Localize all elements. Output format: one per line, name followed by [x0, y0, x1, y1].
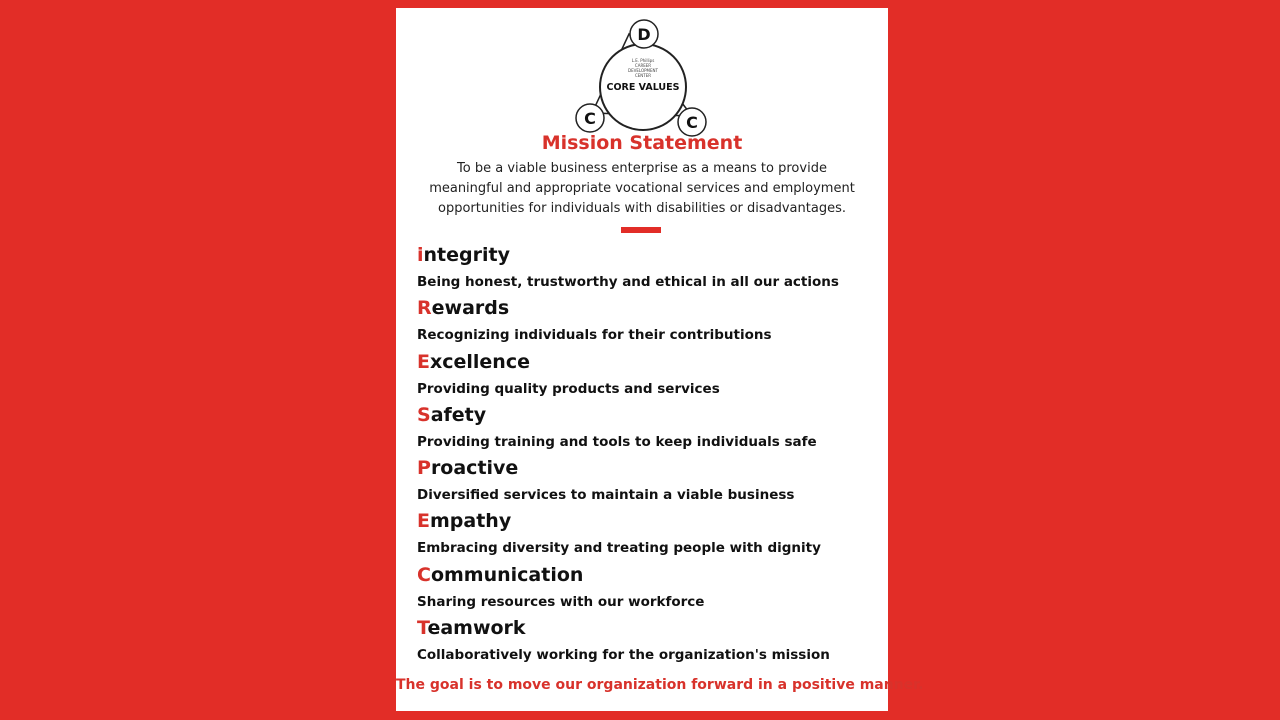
value-initial: T: [417, 617, 428, 640]
value-rest: afety: [430, 403, 487, 426]
logo-core-values-label: CORE VALUES: [606, 82, 680, 93]
logo-org-line-2: CAREER: [634, 63, 652, 68]
value-item-empathy: [417, 500, 878, 557]
core-values-card: [396, 8, 924, 711]
value-item-teamwork: [417, 607, 878, 664]
value-item-proactive: [417, 447, 878, 504]
value-description: Providing training and tools to keep individuals safe: [417, 433, 817, 450]
value-description: Collaboratively working for the organization's mission: [417, 647, 830, 664]
value-item-rewards: [417, 287, 878, 344]
value-title: [417, 457, 518, 479]
value-description: Sharing resources with our workforce: [417, 593, 705, 610]
mission-title: Mission Statement: [541, 132, 743, 154]
logo-org-line-3: DEVELOPMENT: [628, 68, 658, 73]
red-divider: [621, 227, 661, 233]
value-title: [417, 404, 486, 426]
value-description: Embracing diversity and treating people with dignity: [417, 540, 821, 557]
value-item-excellence: [417, 341, 878, 397]
value-initial: E: [417, 350, 430, 373]
value-description: Providing quality products and services: [417, 380, 720, 397]
value-initial: C: [417, 563, 431, 586]
value-rest: ewards: [431, 297, 510, 320]
value-rest: roactive: [430, 457, 519, 480]
value-initial: P: [417, 457, 431, 480]
value-title: [417, 564, 583, 586]
value-rest: ommunication: [430, 563, 584, 586]
value-initial: R: [417, 297, 432, 320]
logo-org-line-4: CENTER: [634, 73, 652, 78]
mission-text: [426, 159, 858, 219]
mission-line: To be a viable business enterprise as a means to provide: [457, 161, 827, 176]
value-item-integrity: [417, 234, 878, 290]
value-item-safety: [417, 394, 878, 450]
logo-letter-c-right: C: [686, 113, 698, 132]
values-list: [417, 234, 878, 664]
value-title: [417, 297, 509, 319]
logo-letter-d: D: [637, 25, 651, 44]
logo-org-line-1: L.E. Phillips: [631, 58, 655, 63]
value-initial: S: [417, 403, 431, 426]
value-title: [417, 244, 510, 266]
value-description: Recognizing individuals for their contributions: [417, 327, 772, 344]
value-rest: ntegrity: [423, 244, 510, 266]
value-initial: E: [417, 510, 430, 533]
value-title: [417, 351, 530, 373]
mission-line: opportunities for individuals with disabilities or disadvantages.: [438, 201, 846, 216]
value-rest: eamwork: [427, 617, 526, 640]
value-rest: xcellence: [429, 350, 530, 373]
value-description: Being honest, trustworthy and ethical in all our actions: [417, 274, 839, 290]
value-description: Diversified services to maintain a viable business: [417, 487, 795, 504]
logo-letter-c-left: C: [584, 109, 596, 128]
core-values-logo: [574, 18, 712, 138]
value-rest: mpathy: [429, 510, 512, 533]
value-item-communication: [417, 554, 878, 610]
value-title: [417, 510, 511, 532]
value-initial: i: [417, 244, 424, 266]
goal-statement: The goal is to move our organization forward in a positive manner.: [396, 677, 924, 693]
value-title: [417, 617, 526, 639]
mission-line: meaningful and appropriate vocational services and employment: [429, 181, 855, 196]
